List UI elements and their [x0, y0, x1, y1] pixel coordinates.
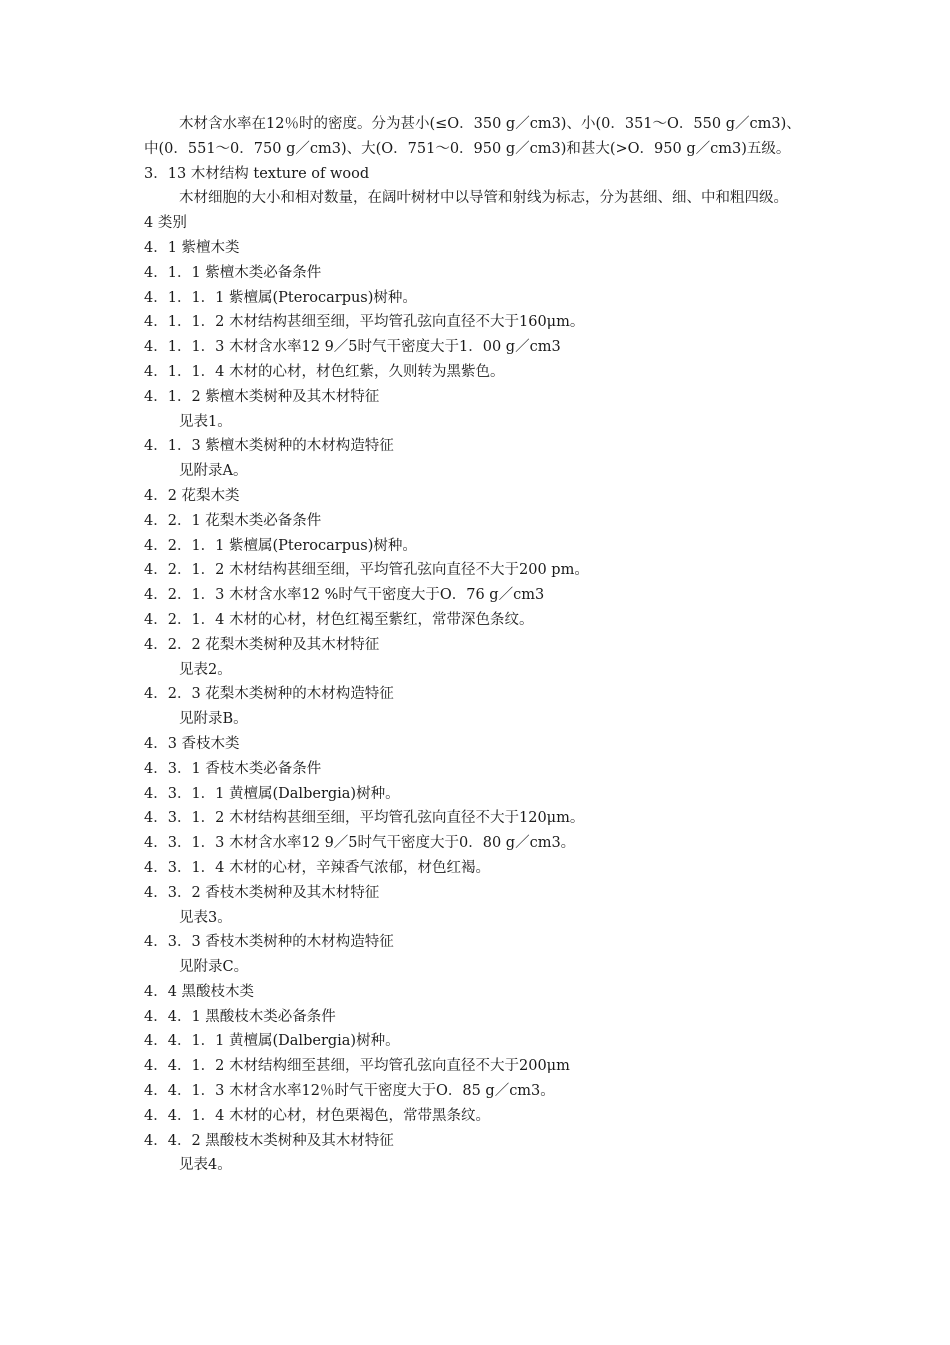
clause-4-3-1-1: 4．3．1．1 黄檀属(Dalbergia)树种。 — [144, 785, 400, 802]
document-body — [144, 112, 814, 1178]
clause-4-3-1-2: 4．3．1．2 木材结构甚细至细，平均管孔弦向直径不大于120μm。 — [144, 810, 585, 827]
section-heading-4-2: 4．2 花梨木类 — [144, 487, 240, 504]
section-heading-4-1-1: 4．1．1 紫檀木类必备条件 — [144, 264, 322, 281]
section-heading-4-2-2: 4．2．2 花梨木类树种及其木材特征 — [144, 636, 380, 653]
reference-appendix-b: 见附录B。 — [179, 711, 248, 728]
clause-4-2-1-2: 4．2．1．2 木材结构甚细至细，平均管孔弦向直径不大于200 pm。 — [144, 562, 589, 579]
section-heading-4: 4 类别 — [144, 215, 187, 232]
section-heading-4-3-1: 4．3．1 香枝木类必备条件 — [144, 760, 322, 777]
section-heading-4-4-1: 4．4．1 黑酸枝木类必备条件 — [144, 1008, 336, 1025]
reference-table-1: 见表1。 — [179, 413, 232, 430]
section-heading-4-3-3: 4．3．3 香枝木类树种的木材构造特征 — [144, 934, 394, 951]
clause-4-2-1-4: 4．2．1．4 木材的心材，材色红褐至紫红，常带深色条纹。 — [144, 611, 534, 628]
paragraph-density-grades: 木材含水率在12％时的密度。分为甚小(≤O．350 g／cm3)、小(0．351～O．550 g／cm3)、中(0．551～0．750 g／cm3)、大(O．751～0．950 g／cm3)和甚大(>O．950 g／cm3)五级。 — [144, 116, 801, 157]
section-heading-4-4: 4．4 黑酸枝木类 — [144, 983, 255, 1000]
reference-table-4: 见表4。 — [179, 1157, 232, 1174]
section-heading-4-4-2: 4．4．2 黑酸枝木类树种及其木材特征 — [144, 1132, 394, 1149]
clause-4-1-1-3: 4．1．1．3 木材含水率12 9／5时气干密度大于1．00 g／cm3 — [144, 339, 561, 356]
reference-table-2: 见表2。 — [179, 661, 232, 678]
clause-4-1-1-2: 4．1．1．2 木材结构甚细至细，平均管孔弦向直径不大于160μm。 — [144, 314, 585, 331]
section-heading-4-2-1: 4．2．1 花梨木类必备条件 — [144, 512, 322, 529]
paragraph-texture-definition: 木材细胞的大小和相对数量，在阔叶树材中以导管和射线为标志，分为甚细、细、中和粗四级。 — [179, 190, 788, 207]
clause-4-2-1-1: 4．2．1．1 紫檀属(Pterocarpus)树种。 — [144, 537, 417, 554]
section-heading-4-3: 4．3 香枝木类 — [144, 735, 240, 752]
reference-appendix-c: 见附录C。 — [179, 959, 249, 976]
clause-4-4-1-1: 4．4．1．1 黄檀属(Dalbergia)树种。 — [144, 1033, 400, 1050]
section-heading-4-2-3: 4．2．3 花梨木类树种的木材构造特征 — [144, 686, 394, 703]
section-heading-4-1-3: 4．1．3 紫檀木类树种的木材构造特征 — [144, 438, 394, 455]
reference-appendix-a: 见附录A。 — [179, 463, 248, 480]
clause-4-4-1-2: 4．4．1．2 木材结构细至甚细，平均管孔弦向直径不大于200μm — [144, 1058, 570, 1075]
clause-4-1-1-4: 4．1．1．4 木材的心材，材色红紫，久则转为黑紫色。 — [144, 363, 505, 380]
clause-4-4-1-4: 4．4．1．4 木材的心材，材色栗褐色，常带黑条纹。 — [144, 1107, 491, 1124]
reference-table-3: 见表3。 — [179, 909, 232, 926]
section-heading-4-3-2: 4．3．2 香枝木类树种及其木材特征 — [144, 884, 380, 901]
section-heading-4-1-2: 4．1．2 紫檀木类树种及其木材特征 — [144, 388, 380, 405]
section-heading-3-13: 3．13 木材结构 texture of wood — [144, 165, 370, 182]
clause-4-3-1-4: 4．3．1．4 木材的心材，辛辣香气浓郁，材色红褐。 — [144, 859, 491, 876]
clause-4-1-1-1: 4．1．1．1 紫檀属(Pterocarpus)树种。 — [144, 289, 417, 306]
clause-4-3-1-3: 4．3．1．3 木材含水率12 9／5时气干密度大于0．80 g／cm3。 — [144, 835, 576, 852]
clause-4-2-1-3: 4．2．1．3 木材含水率12 %时气干密度大于O．76 g／cm3 — [144, 587, 545, 604]
section-heading-4-1: 4．1 紫檀木类 — [144, 239, 240, 256]
clause-4-4-1-3: 4．4．1．3 木材含水率12％时气干密度大于O．85 g／cm3。 — [144, 1083, 555, 1100]
